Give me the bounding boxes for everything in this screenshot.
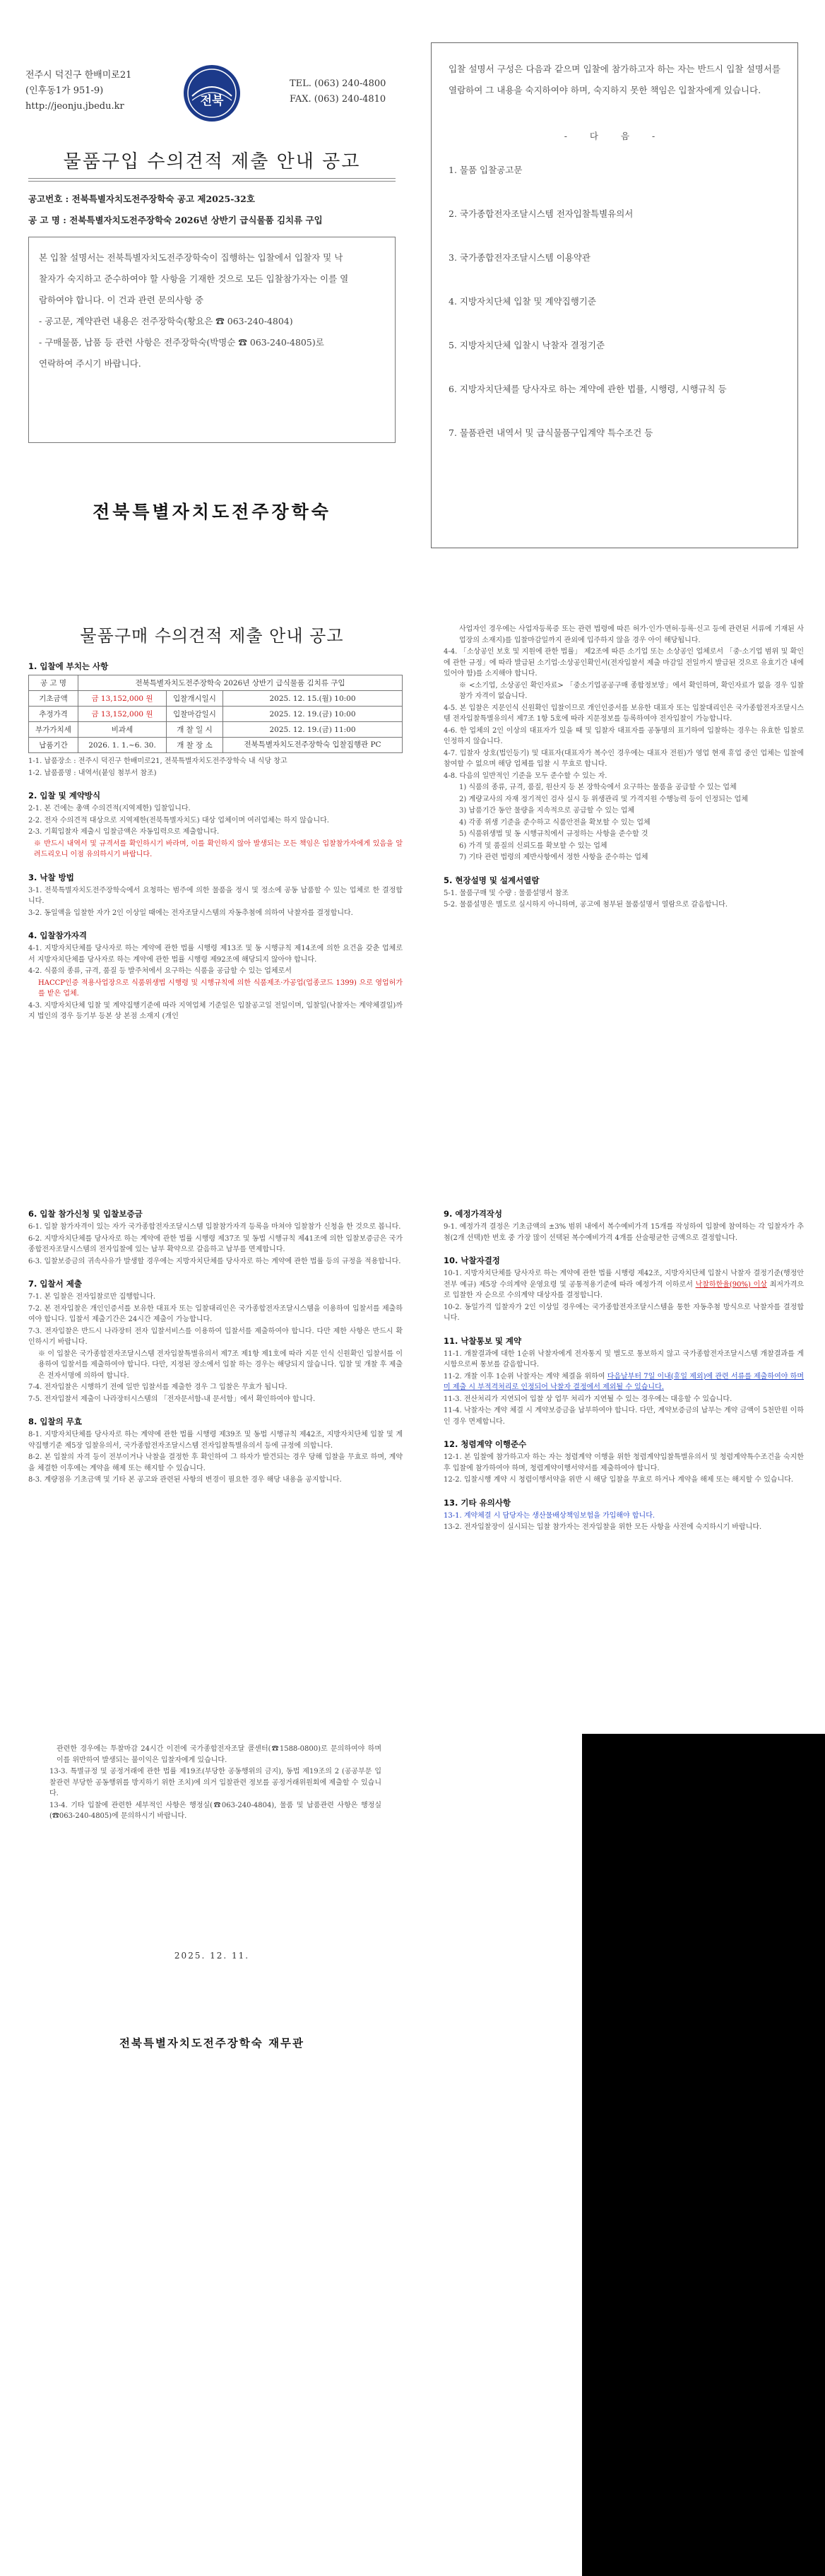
table-cell: 2025. 12. 19.(금) 10:00 [223,707,403,722]
highlight-paragraph: HACCP인증 적용사업장으로 식품위생법 시행령 및 시행규칙에 의한 식품제조·가공업(업종코드 1399) 으로 영업허가를 받은 업체. [38,979,403,998]
table-cell: 비과세 [78,722,167,738]
fax-number: FAX. (063) 240-4810 [290,94,386,105]
paragraph: 1-2. 납품품명 : 내역서(붙임 첨부서 참조) [28,769,157,777]
intro-line: 찰자가 숙지하고 준수하여야 할 사항을 기재한 것으로 모든 입찰참가자는 이를 열 [39,273,349,284]
bid-info-table [28,675,403,753]
table-cell: 부가가치세 [29,722,78,738]
paragraph: 7-2. 본 전자입찰은 개인인증서를 보유한 대표자 또는 입찰대리인은 국가종합전자조달시스템을 이용하여 입찰서를 제출하여야 합니다. 입찰서 제출기간은 24시간 제출이 가능합니다. [28,1304,403,1323]
section-heading: 8. 입찰의 무효 [28,1417,82,1426]
paragraph: 5-1. 물품구매 및 수량 : 물품설명서 참조 [444,889,569,897]
list-item: 5) 식품위생법 및 동 시행규칙에서 규정하는 사항을 준수할 것 [459,830,648,838]
paragraph: 12-2. 입찰시행 계약 시 청렴이행서약을 위반 시 해당 입찰을 무효로 하거나 계약을 해제 또는 해지할 수 있습니다. [444,1476,794,1484]
table-cell: 개 찰 장 소 [167,738,223,753]
paragraph: 5-2. 물품설명은 별도로 실시하지 아니하며, 공고에 첨부된 물품설명서 열람으로 갈음합니다. [444,901,728,909]
section-heading: 2. 입찰 및 계약방식 [28,791,101,800]
paragraph: 8-1. 지방자치단체를 당사자로 하는 계약에 관한 법률 시행령 제39조 및 동법 시행규칙 제42조, 지방자치단체 입찰 및 계약집행기준 제5장 입찰유의서, 국가종합전자조달시스템 전자입찰특별유의서 등에 규정에 의합니다. [28,1431,403,1450]
paragraph: 4-2. 식품의 종류, 규격, 품질 등 발주처에서 요구하는 식품을 공급할 수 있는 업체로서 [28,967,292,975]
table-cell: 납품기간 [29,738,78,753]
paragraph: 4-8. 다음의 일반적인 기준을 모두 준수할 수 있는 자. [444,772,607,780]
website-link[interactable]: http://jeonju.jbedu.kr [25,101,124,112]
paragraph: 3-1. 전북특별자치도전주장학숙에서 요청하는 범주에 의한 물품을 정시 및 정소에 공동 납품할 수 있는 업체로 한 결정합니다. [28,886,403,905]
paragraph: 12-1. 본 입찰에 참가하고자 하는 자는 청렴계약 이행을 위한 청렴계약입찰특별유의서 및 청렴계약특수조건을 숙지한 후 입찰에 참가하여야 하며, 청렴계약이행서약서를 제출하여야 합니다. [444,1453,804,1472]
attachment-item: 6. 지방자치단체를 당사자로 하는 계약에 관한 법률, 시행령, 시행규칙 등 [449,384,727,394]
paragraph: 9-1. 예정가격 결정은 기초금액의 ±3% 범위 내에서 복수예비가격 15개를 작성하여 입찰에 참여하는 각 입찰자가 추첨(2개 선택)한 번호 중 가장 많이 선택된 복수예비가격 4개를 산술평균한 금액으로 결정합니다. [444,1223,804,1242]
intro-line: 연락하여 주시기 바랍니다. [39,358,141,369]
section-title: 물품구매 수의견적 제출 안내 공고 [80,626,344,646]
paragraph: 8-3. 계량점유 기초금액 및 기타 본 공고와 관련된 사항의 변경이 필요한 경우 해당 내용을 공지합니다. [28,1476,342,1484]
paragraph: 11-1. 개찰결과에 대한 1순위 낙찰자에게 전자통지 및 별도로 통보하지 않고 국가종합전자조달시스템 개찰결과를 게시함으로써 통보를 갈음합니다. [444,1349,804,1369]
page-title: 물품구입 수의견적 제출 안내 공고 [63,151,361,172]
paragraph: 1-1. 납품장소 : 전주시 덕진구 한배미로21, 전북특별자치도전주장학숙 내 식당 창고 [28,757,287,765]
left-column [28,661,403,1023]
attachments-intro: 입찰 설명서 구성은 다음과 같으며 입찰에 참가하고자 하는 자는 반드시 입찰 설명서를 열람하여 그 내용을 숙지하여야 하며, 숙지하지 못한 책임은 입찰자에게 있습니다. [449,64,781,95]
attachment-item: 5. 지방자치단체 입찰시 낙찰자 결정기준 [449,340,605,350]
intro-line: - 공고문, 계약관련 내용은 전주장학숙(황요은 ☎ 063-240-4804) [39,316,293,326]
signoff: 전북특별자치도전주장학숙 재무관 [119,2036,304,2050]
warning-note: ※ 반드시 내역서 및 규격서를 확인하시기 바라며, 이를 확인하지 않아 발생되는 모든 책임은 입찰참가자에게 있음을 알려드리오니 이점 유의하시기 바랍니다. [34,839,403,858]
paragraph: 13-4. 기타 입찰에 관련한 세부적인 사항은 행정실(☎063-240-4804), 물품 및 납품관련 사항은 행정실(☎063-240-4805)에 문의하시기 바랍니다. [49,1801,381,1820]
list-item: 6) 가격 및 품질의 신뢰도를 확보할 수 있는 업체 [459,841,607,850]
paragraph: 4-6. 한 업체의 2인 이상의 대표자가 있을 때 및 입찰자 대표자를 공동명의 표기하여 입찰하는 경우는 유효한 입찰로 인정하지 않습니다. [444,726,804,745]
continuation-block [49,1744,381,1823]
table-row [29,675,403,691]
notice-number: 공고번호 : 전북특별자치도전주장학숙 공고 제2025-32호 [28,194,255,204]
paragraph: 13-3. 특별규정 및 공정거래에 관한 법률 제19조(부당한 공동행위의 금지), 동법 제19조의 2 (공공부문 입찰관련 부당한 공동행위를 방지하기 위한 조치)에 의거 입찰관련 정보를 공정거래위원회에 제출할 수 있습니다. [49,1768,381,1797]
list-item: 3) 납품기간 동안 물량을 지속적으로 공급할 수 있는 업체 [459,807,635,815]
table-cell: 입찰마감일시 [167,707,223,722]
table-cell: 금 13,152,000 원 [78,691,167,707]
attachment-item: 7. 물품관련 내역서 및 급식물품구입계약 특수조건 등 [449,427,653,438]
tel-number: TEL. (063) 240-4800 [290,78,386,89]
paragraph: 6-3. 입찰보증금의 귀속사유가 발생할 경우에는 지방자치단체를 당사자로 하는 계약에 관한 법률 등의 규정을 적용합니다. [28,1257,401,1265]
section-heading: 4. 입찰참가자격 [28,930,88,940]
paragraph: 7-5. 전자입찰서 제출이 나라장터시스템의 「전자문서함-내 문서함」에서 확인하여야 합니다. [28,1395,316,1403]
table-row [29,691,403,707]
list-item: 4) 각종 위생 기준을 준수하고 식품안전을 확보할 수 있는 업체 [459,818,651,827]
table-cell: 입찰개시일시 [167,691,223,707]
section-heading: 10. 낙찰자결정 [444,1255,500,1265]
paragraph: 13-2. 전자입찰장이 실시되는 입찰 참가자는 전자입찰을 위한 모든 사항을 사전에 숙지하시기 바랍니다. [444,1523,762,1531]
section-heading: 13. 기타 유의사항 [444,1497,511,1508]
highlight-paragraph: 13-1. 계약체결 시 담당자는 생산물배상책임보험을 가입해야 합니다. [444,1511,655,1520]
table-cell: 개 찰 일 시 [167,722,223,738]
table-cell: 추정가격 [29,707,78,722]
paragraph: 7-3. 전자입찰은 반드시 나라장터 전자 입찰서비스를 이용하여 입찰서를 제출하여야 합니다. 다만 제한 사항은 반드시 확인하시기 바랍니다. [28,1327,403,1346]
paragraph: 10-2. 동일가격 입찰자가 2인 이상일 경우에는 국가종합전자조달시스템을 통한 자동추첨 방식으로 낙찰자를 결정합니다. [444,1303,804,1322]
paragraph: 2-1. 본 건에는 총액 수의견적(지역제한) 입찰입니다. [28,805,191,813]
paragraph: ※ <소기업, 소상공인 확인자료> 「중소기업공공구매 종합정보망」에서 확인하며, 확인자료가 없을 경우 입찰참가 자격이 없습니다. [459,681,804,700]
paragraph: 2-2. 전자 수의견적 대상으로 지역제한(전북특별자치도) 대상 업체이며 여러업체는 하지 않습니다. [28,816,329,825]
section-heading: 12. 청렴계약 이행준수 [444,1439,527,1449]
paragraph [444,1268,804,1301]
notice-name: 공 고 명 : 전북특별자치도전주장학숙 2026년 상반기 급식물품 김치류 구입 [28,215,323,225]
section-heading: 6. 입찰 참가신청 및 입찰보증금 [28,1209,143,1219]
table-row [29,707,403,722]
section-heading: 5. 현장설명 및 설계서열람 [444,875,540,885]
attachment-item: 1. 물품 입찰공고문 [449,165,523,175]
right-column [444,1208,804,1534]
address-line: (인후동1가 951-9) [25,85,104,96]
da-heading: - 다 음 - [564,131,665,141]
paragraph: 11-4. 낙찰자는 계약 체결 시 계약보증금을 납부하여야 합니다. 다만, 계약보증금의 납부는 계약 금액이 5천만원 이하인 경우 면제합니다. [444,1407,804,1426]
table-cell: 2025. 12. 19.(금) 11:00 [223,722,403,738]
paragraph: 11-3. 전산처리가 지연되어 입찰 상 업무 처리가 지연될 수 있는 경우에는 대응할 수 있습니다. [444,1395,732,1403]
blank-region [582,1734,825,2576]
attachment-item: 4. 지방자치단체 입찰 및 계약집행기준 [449,296,596,307]
text-run: 11-2. 개찰 이후 1순위 낙찰자는 계약 체결을 위하여 [444,1372,605,1381]
paragraph: 4-4. 「소상공인 보호 및 지원에 관한 법률」 제2조에 따른 소기업 또는 소상공인 업체로서 「중·소기업 범위 및 확인에 관한 규정」에 따라 발급된 소기업·소상공인확인서(전자입찰서 제출 마감일 전일까지 발급된 것으로 유효기간 내에 있어야 함)를 소지해야 합니다. [444,648,804,678]
address-block [25,68,188,114]
list-item: 2) 계량교사의 자재 정기적인 검사 실시 등 위생관리 및 가격지원 수행능력 등이 인정되는 업체 [459,795,749,803]
paragraph: ※ 이 입찰은 국가종합전자조달시스템 전자입찰특별유의서 제7조 제1항 제1호에 따라 지문 인식 신원확인 입찰서를 이용하여 입찰서를 제출하여야 합니다. 다만, 지정된 장소에서 입찰 하는 경우는 해당되지 않습니다. 입찰 및 개찰 후 제출은 전자서명에 의하여 합니다. [38,1349,403,1380]
paragraph: 2-3. 기획입찰자 제출시 입찰금액은 자동입력으로 제출합니다. [28,828,220,836]
paragraph: 3-2. 동일액을 입찰한 자가 2인 이상일 때에는 전자조달시스템의 자동추첨에 의하여 낙찰자를 결정합니다. [28,909,353,917]
intro-box [28,237,396,443]
attachment-item: 3. 국가종합전자조달시스템 이용약관 [449,252,590,263]
paragraph: 7-1. 본 입찰은 전자입찰로만 집행합니다. [28,1293,156,1301]
table-cell: 전북특별자치도전주장학숙 2026년 상반기 급식물품 김치류 구입 [78,675,403,691]
table-cell: 2026. 1. 1.~6. 30. [78,738,167,753]
table-row [29,722,403,738]
highlight-text: 다음날부터 7일 이내(휴일 제외)에 관련 서류를 제출하여야 하며 미 제출 시 부적격처리로 인정되어 낙찰자 결정에서 제외될 수 있습니다. [444,1372,805,1391]
intro-line: - 구매물품, 납품 등 관련 사항은 전주장학숙(박명순 ☎ 063-240-4805)로 [39,337,324,348]
paragraph: 관련한 경우에는 투찰마감 24시간 이전에 국가종합전자조달 콜센터(☎1588-0800)로 문의하여야 하며 이를 위반하여 발생되는 불이익은 입찰자에게 있습니다. [57,1745,381,1764]
section-heading: 11. 낙찰통보 및 계약 [444,1335,522,1346]
section-heading: 1. 입찰에 부치는 사항 [28,661,109,671]
logo-text: 전북 [200,94,224,108]
intro-line: 람하여야 합니다. 이 건과 관련 문의사항 중 [39,295,204,305]
section-heading: 9. 예정가격작성 [444,1209,503,1219]
table-cell: 기초금액 [29,691,78,707]
left-column [28,1208,403,1487]
table-row [29,738,403,753]
section-heading: 3. 낙찰 방법 [28,872,74,882]
school-name: 전북특별자치도전주장학숙 [93,502,331,522]
paragraph: 7-4. 전자입찰은 시행하기 전에 일반 입찰서를 제출한 경우 그 입찰은 무효가 됩니다. [28,1383,287,1391]
paragraph: 4-3. 지방자치단체 입찰 및 계약집행기준에 따라 지역업체 기준일은 입찰공고일 전일이며, 입찰일(낙찰자는 계약체결일)까지 법인의 경우 등기부 등본 상 본점 소재지 (개인 [28,1001,403,1020]
list-item: 1) 식품의 종류, 규격, 품질, 원산지 등 본 장학숙에서 요구하는 물품을 공급할 수 있는 업체 [459,784,737,791]
school-logo [182,64,242,123]
address-line: 전주시 덕진구 한배미로21 [25,70,132,81]
paragraph: 4-1. 지방자치단체를 당사자로 하는 계약에 관한 법률 시행령 제13조 및 동 시행규칙 제14조에 의한 요건을 갖춘 업체로서 지방자치단체를 당사자로 하는 계약에 관한 법률 시행령 제92조에 해당되지 않아야 합니다. [28,945,403,964]
notice-date: 2025. 12. 11. [174,1951,250,1961]
intro-line: 본 입찰 설명서는 전북특별자치도전주장학숙이 집행하는 입찰에서 입찰자 및 낙 [39,252,343,263]
paragraph: 6-1. 입찰 참가자격이 있는 자가 국가종합전자조달시스템 입찰참가자격 등록을 마쳐야 입찰참가 신청을 한 것으로 봅니다. [28,1223,401,1231]
table-cell: 2025. 12. 15.(월) 10:00 [223,691,403,707]
text-run: 10-1. 지방자치단체를 당사자로 하는 계약에 관한 법률 시행령 제42조, 지방자치단체 입찰시 낙찰자 결정기준(행정안전부 예규) 제5장 수의계약 운영요령 및 공통적용기준에 따라 예정가격 이하로서 [444,1270,804,1289]
table-cell: 금 13,152,000 원 [78,707,167,722]
paragraph: 8-2. 본 입찰의 자격 등이 전부이거나 낙찰을 결정한 후 확인하여 그 하자가 발견되는 경우 당해 입찰을 무효로 하며, 계약을 체결한 이후에는 계약을 해제 또는 해지할 수 있습니다. [28,1453,403,1472]
attachment-item: 2. 국가종합전자조달시스템 전자입찰특별유의서 [449,208,634,219]
list-item: 7) 기타 관련 법령의 제반사항에서 정한 사항을 준수하는 업체 [459,853,648,861]
paragraph: 사업자인 경우에는 사업자등록증 또는 관련 법령에 따른 허가·인가·면허·등록·신고 등에 관련된 서류에 기재된 사업장의 소재지)를 입찰마감일까지 관외에 입주하지 않을 경우 아이 해당됩니다. [459,625,804,644]
paragraph: 4-5. 본 입찰은 지문인식 신원확인 입찰이므로 개인인증서를 보유한 대표자 또는 입찰대리인은 국가종합전자조달시스템 전자입찰특별유의서 제7조 1항 5호에 따라 지문정보를 등록하여야 전자입찰이 가능합니다. [444,704,804,723]
divider [28,178,396,179]
divider [28,181,396,182]
right-column [444,624,804,911]
attachments-box [431,42,798,548]
table-cell: 공 고 명 [29,675,78,691]
table-cell: 전북특별자치도전주장학숙 입찰집행관 PC [223,738,403,753]
paragraph: 4-7. 입찰자 상호(법인등기) 및 대표자(대표자가 복수인 경우에는 대표자 전원)가 영업 현재 휴업 중인 업체는 입찰에 참여할 수 없으며 해당 업체를 입찰 시 무효로 합니다. [444,749,804,768]
paragraph [444,1371,804,1393]
highlight-text: 낙찰하한율(90%) 이상 [695,1280,767,1289]
text-run: 최저가격으로 입찰한 자 순으로 수의계약 대상자를 결정합니다. [444,1280,805,1299]
paragraph: 6-2. 지방자치단체를 당사자로 하는 계약에 관한 법률 시행령 제37조 및 동법 시행규칙 제41조에 의한 입찰보증금은 국가종합전자조달시스템의 전자입찰에 있는 납부 확약으로 갈음하고 납부를 면제합니다. [28,1234,403,1253]
section-heading: 7. 입찰서 제출 [28,1279,82,1289]
contact-block [290,76,431,107]
